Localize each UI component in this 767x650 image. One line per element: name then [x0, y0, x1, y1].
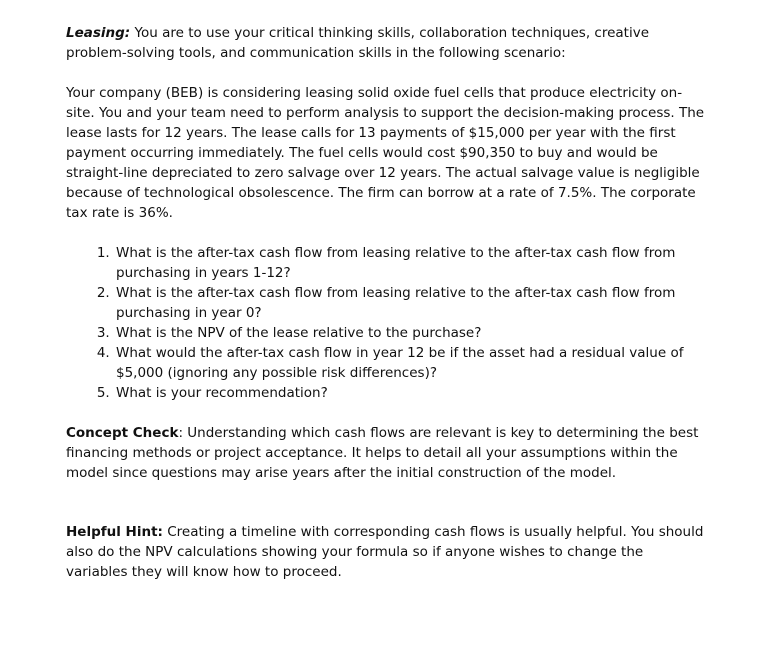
question-item: 2. What is the after-tax cash flow from leasing relative to the after-tax cash flow from purchasing in year 0? — [114, 283, 706, 323]
concept-check-paragraph — [66, 423, 706, 483]
helpful-hint-label: Helpful Hint: — [66, 524, 163, 540]
question-item: 4. What would the after-tax cash flow in year 12 be if the asset had a residual value of $5,000 (ignoring any possible risk differences)? — [114, 343, 706, 383]
question-item: 5. What is your recommendation? — [114, 383, 706, 403]
intro-label: Leasing: — [66, 25, 131, 41]
helpful-hint-text: Creating a timeline with corresponding cash flows is usually helpful. You should also do the NPV calculations showing your formula so if anyone wishes to change the variables they will know how to proceed. — [66, 524, 704, 580]
concept-check-label: Concept Check — [66, 425, 179, 441]
intro-paragraph — [66, 23, 706, 63]
helpful-hint-paragraph — [66, 522, 706, 582]
document-page — [66, 23, 706, 582]
questions-list — [66, 243, 706, 403]
concept-check-text: : Understanding which cash flows are relevant is key to determining the best financing methods or project acceptance. It helps to detail all your assumptions within the model since questions may arise years after the initial construction of the model. — [66, 425, 699, 481]
question-item: 1. What is the after-tax cash flow from leasing relative to the after-tax cash flow from purchasing in years 1-12? — [114, 243, 706, 283]
intro-text: You are to use your critical thinking skills, collaboration techniques, creative problem-solving tools, and communication skills in the following scenario: — [66, 25, 650, 61]
question-item: 3. What is the NPV of the lease relative to the purchase? — [114, 323, 706, 343]
scenario-paragraph: Your company (BEB) is considering leasing solid oxide fuel cells that produce electricity on-site. You and your team need to perform analysis to support the decision-making process. The lease lasts for 12 years. The lease calls for 13 payments of $15,000 per year with the first payment occurring immediately. The fuel cells would cost $90,350 to buy and would be straight-line depreciated to zero salvage over 12 years. The actual salvage value is negligible because of technological obsolescence. The firm can borrow at a rate of 7.5%. The corporate tax rate is 36%. — [66, 85, 705, 221]
